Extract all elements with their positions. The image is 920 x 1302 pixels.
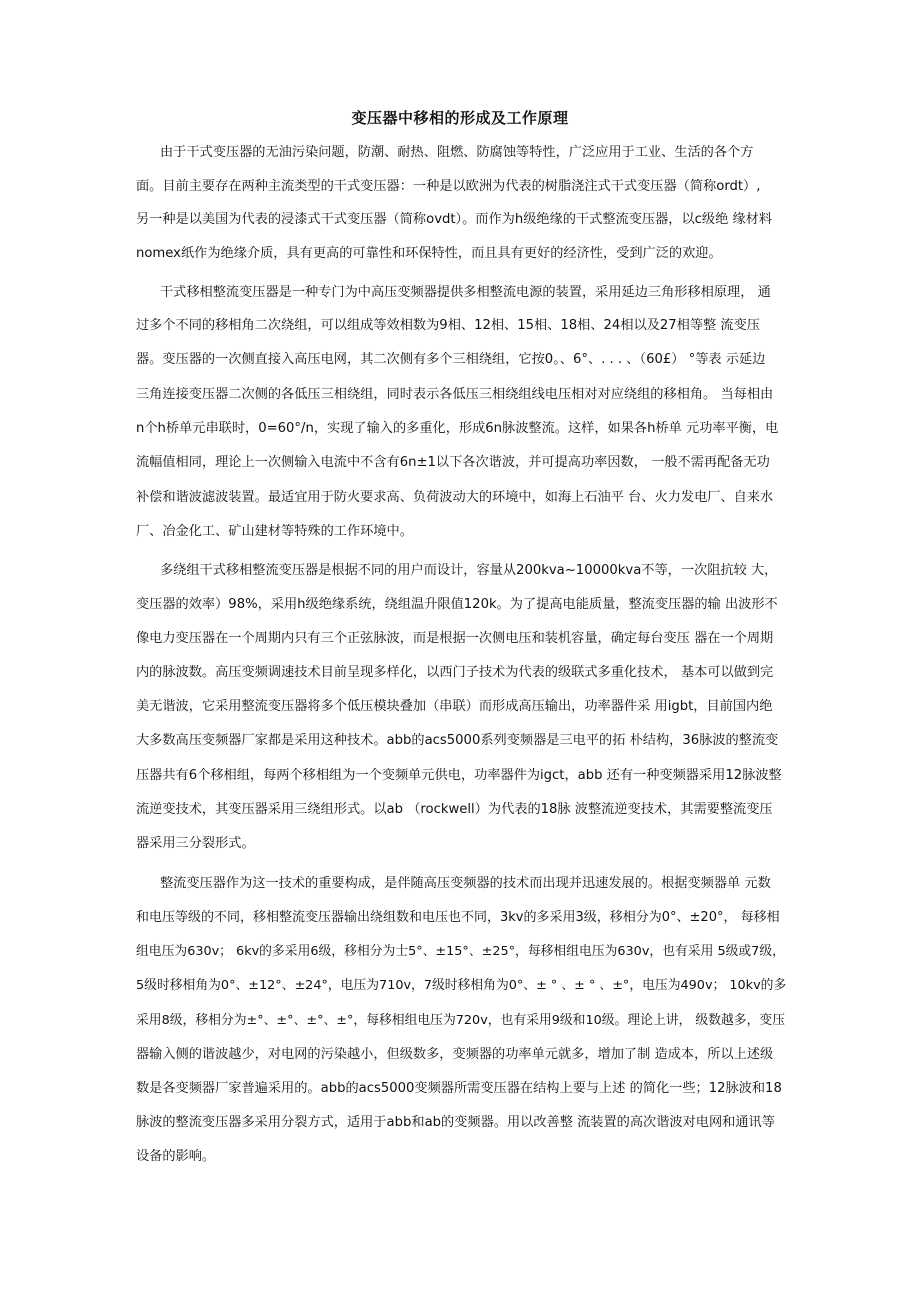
paragraph-line: 5级时移相角为0°、±12°、±24°，电压为710v，7级时移相角为0°、± ° 、± ° 、±°，电压为490v； 10kv的多 [136, 978, 787, 993]
paragraph-line: 组电压为630v； 6kv的多采用6级，移相分为士5°、±15°、±25°，每移相组电压为630v，也有采用 5级或7级， [136, 944, 785, 959]
document-title: 变压器中移相的形成及工作原理 [351, 109, 569, 127]
paragraph-line: 器采用三分裂形式。 [136, 836, 255, 851]
paragraph-line: 由于干式变压器的无油污染问题，防潮、耐热、阻燃、防腐蚀等特性，广泛应用于工业、生活的各个方 [160, 145, 754, 160]
paragraph-line: 内的脉波数。高压变频调速技术目前呈现多样化，以西门子技术为代表的级联式多重化技术， 基本可以做到完 [136, 665, 774, 680]
paragraph-line: nomex纸作为绝缘介质，具有更高的可靠性和环保特性，而且具有更好的经济性，受到广泛的欢迎。 [136, 246, 722, 261]
paragraph-line: 脉波的整流变压器多采用分裂方式，适用于abb和ab的变频器。用以改善整 流装置的高次谐波对电网和通讯等 [136, 1115, 775, 1130]
paragraph-line: 像电力变压器在一个周期内只有三个正弦脉波，而是根据一次侧电压和装机容量，确定每台变压 器在一个周期 [136, 631, 774, 646]
paragraph-line: 面。目前主要存在两种主流类型的干式变压器：一种是以欧洲为代表的树脂浇注式干式变压器（简称ordt）, [136, 179, 761, 194]
paragraph-line: 厂、冶金化工、矿山建材等特殊的工作环境中。 [136, 524, 413, 539]
paragraph-line: 设备的影响。 [136, 1149, 216, 1164]
paragraph-line: 采用8级，移相分为±°、±°、±°、±°，每移相组电压为720v，也有采用9级和10级。理论上讲， 级数越多，变压 [136, 1013, 785, 1028]
paragraph-line: 器。变压器的一次侧直接入高压电网，其二次侧有多个三相绕组，它按0。、6°、. . . 、（60£） °等表 示延边 [136, 352, 766, 367]
paragraph-line: 和电压等级的不同，移相整流变压器输出绕组数和电压也不同，3kv的多采用3级，移相分为0°、±20°， 每移相 [136, 910, 780, 925]
paragraph-line: 压器共有6个移相组，每两个移相组为一个变频单元供电，功率器件为igct，abb 还有一种变频器采用12脉波整 [136, 768, 782, 783]
paragraph-line: 流逆变技术，其变压器采用三绕组形式。以ab （rockwell）为代表的18脉 波整流逆变技术，其需要整流变压 [136, 802, 773, 817]
paragraph-line: 过多个不同的移相角二次绕组，可以组成等效相数为9相、12相、15相、18相、24相以及27相等整 流变压 [136, 318, 760, 333]
paragraph-line: n个h桥单元串联时，0=60°/n，实现了输入的多重化，形成6n脉波整流。这样，如果各h桥单 元功率平衡，电 [136, 421, 779, 436]
paragraph-line: 另一种是以美国为代表的浸漆式干式变压器（简称ovdt）。而作为h级绝缘的干式整流变压器，以c级绝 缘材料 [136, 212, 773, 227]
paragraph-line: 流幅值相同，理论上一次侧输入电流中不含有6n±1以下各次谐波，并可提高功率因数， 一般不需再配备无功 [136, 455, 770, 470]
paragraph-line: 变压器的效率）98%，采用h级绝缘系统，绕组温升限值120k。为了提高电能质量，整流变压器的输 出波形不 [136, 597, 778, 612]
paragraph-line: 数是各变频器厂家普遍采用的。abb的acs5000变频器所需变压器在结构上要与上述 的简化一些；12脉波和18 [136, 1081, 782, 1096]
paragraph-line: 器输入侧的谐波越少，对电网的污染越小，但级数多，变频器的功率单元就多，增加了制 造成本，所以上述级 [136, 1047, 774, 1062]
paragraph-line: 大多数高压变频器厂家都是采用这种技术。abb的acs5000系列变频器是三电平的拓 朴结构，36脉波的整流变 [136, 733, 779, 748]
paragraph-line: 美无谐波，它采用整流变压器将多个低压模块叠加（串联）而形成高压输出，功率器件采 用igbt，目前国内绝 [136, 699, 773, 714]
paragraph-line: 干式移相整流变压器是一种专门为中高压变频器提供多相整流电源的装置，采用延边三角形移相原理， 通 [160, 285, 771, 300]
paragraph-line: 整流变压器作为这一技术的重要构成，是伴随高压变频器的技术而出现并迅速发展的。根据变频器单 元数 [160, 876, 771, 891]
paragraph-line: 三角连接变压器二次侧的各低压三相绕组，同时表示各低压三相绕组线电压相对对应绕组的移相角。 当每相由 [136, 387, 774, 402]
paragraph-line: 补偿和谐波滤波装置。最适宜用于防火要求高、负荷波动大的环境中，如海上石油平 台、火力发电厂、自来水 [136, 490, 774, 505]
paragraph-line: 多绕组干式移相整流变压器是根据不同的用户而设计，容量从200kva~10000kva不等，一次阻抗较 大， [160, 563, 778, 578]
